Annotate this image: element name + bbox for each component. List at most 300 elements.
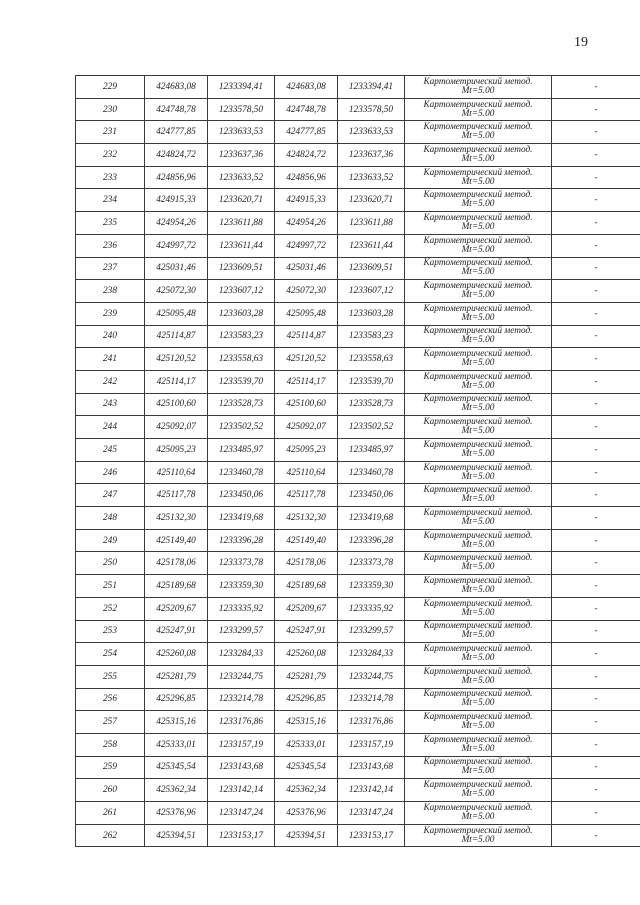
method-name: Картометрический метод.	[423, 281, 533, 292]
point-number-cell: 231	[76, 121, 145, 144]
y-existing-cell: 1233142,14	[208, 779, 275, 802]
x-existing-cell: 425296,85	[145, 688, 208, 711]
x-new-cell: 425394,51	[275, 824, 338, 847]
page-number: 19	[574, 35, 588, 50]
x-existing-cell: 425072,30	[145, 280, 208, 303]
point-number-cell: 253	[76, 620, 145, 643]
description-cell: -	[552, 121, 640, 144]
description-cell: -	[552, 711, 640, 734]
method-accuracy: Mt=5.00	[461, 448, 495, 459]
point-number-cell: 238	[76, 280, 145, 303]
x-existing-cell: 425117,78	[145, 484, 208, 507]
method-accuracy: Mt=5.00	[461, 131, 495, 142]
y-new-cell: 1233620,71	[338, 189, 405, 212]
method-accuracy: Mt=5.00	[461, 516, 495, 527]
y-new-cell: 1233284,33	[338, 643, 405, 666]
table-row	[76, 665, 640, 688]
y-existing-cell: 1233611,88	[208, 212, 275, 235]
y-new-cell: 1233485,97	[338, 439, 405, 462]
y-new-cell: 1233633,53	[338, 121, 405, 144]
table-row	[76, 824, 640, 847]
description-cell: -	[552, 824, 640, 847]
table-row	[76, 234, 640, 257]
method-name: Картометрический метод.	[423, 349, 533, 360]
y-existing-cell: 1233396,28	[208, 529, 275, 552]
x-new-cell: 425345,54	[275, 756, 338, 779]
method-cell	[405, 325, 552, 348]
description-cell: -	[552, 370, 640, 393]
point-number-cell: 239	[76, 302, 145, 325]
point-number-cell: 260	[76, 779, 145, 802]
description-cell: -	[552, 507, 640, 530]
x-new-cell: 425114,17	[275, 370, 338, 393]
method-cell	[405, 824, 552, 847]
x-existing-cell: 424824,72	[145, 144, 208, 167]
method-cell	[405, 257, 552, 280]
x-new-cell: 425110,64	[275, 461, 338, 484]
x-existing-cell: 425120,52	[145, 348, 208, 371]
description-cell: -	[552, 733, 640, 756]
method-name: Картометрический метод.	[423, 144, 533, 155]
y-new-cell: 1233214,78	[338, 688, 405, 711]
y-new-cell: 1233157,19	[338, 733, 405, 756]
method-cell	[405, 484, 552, 507]
table-row	[76, 212, 640, 235]
table-row	[76, 144, 640, 167]
table-row	[76, 98, 640, 121]
table-row	[76, 711, 640, 734]
method-cell	[405, 779, 552, 802]
x-existing-cell: 425209,67	[145, 597, 208, 620]
x-existing-cell: 425281,79	[145, 665, 208, 688]
method-name: Картометрический метод.	[423, 553, 533, 564]
method-name: Картометрический метод.	[423, 235, 533, 246]
description-cell: -	[552, 416, 640, 439]
y-existing-cell: 1233528,73	[208, 393, 275, 416]
y-existing-cell: 1233153,17	[208, 824, 275, 847]
method-name: Картометрический метод.	[423, 598, 533, 609]
description-cell: -	[552, 144, 640, 167]
x-new-cell: 425149,40	[275, 529, 338, 552]
method-accuracy: Mt=5.00	[461, 426, 495, 437]
method-cell	[405, 597, 552, 620]
x-existing-cell: 425247,91	[145, 620, 208, 643]
method-cell	[405, 76, 552, 99]
method-accuracy: Mt=5.00	[461, 743, 495, 754]
y-existing-cell: 1233244,75	[208, 665, 275, 688]
method-name: Картометрический метод.	[423, 712, 533, 723]
method-cell	[405, 643, 552, 666]
method-name: Картометрический метод.	[423, 734, 533, 745]
description-cell: -	[552, 552, 640, 575]
method-accuracy: Mt=5.00	[461, 335, 495, 346]
x-new-cell: 424748,78	[275, 98, 338, 121]
method-name: Картометрический метод.	[423, 76, 533, 87]
y-existing-cell: 1233460,78	[208, 461, 275, 484]
y-new-cell: 1233153,17	[338, 824, 405, 847]
method-name: Картометрический метод.	[423, 190, 533, 201]
x-new-cell: 424915,33	[275, 189, 338, 212]
point-number-cell: 234	[76, 189, 145, 212]
method-accuracy: Mt=5.00	[461, 494, 495, 505]
method-cell	[405, 439, 552, 462]
method-cell	[405, 733, 552, 756]
table-row	[76, 325, 640, 348]
method-name: Картометрический метод.	[423, 825, 533, 836]
description-cell: -	[552, 575, 640, 598]
x-new-cell: 425178,06	[275, 552, 338, 575]
table-row	[76, 302, 640, 325]
point-number-cell: 242	[76, 370, 145, 393]
method-accuracy: Mt=5.00	[461, 653, 495, 664]
method-name: Картометрический метод.	[423, 802, 533, 813]
x-existing-cell: 424748,78	[145, 98, 208, 121]
table-row	[76, 121, 640, 144]
y-existing-cell: 1233214,78	[208, 688, 275, 711]
method-cell	[405, 507, 552, 530]
method-name: Картометрический метод.	[423, 417, 533, 428]
x-existing-cell: 424856,96	[145, 166, 208, 189]
method-accuracy: Mt=5.00	[461, 675, 495, 686]
point-number-cell: 255	[76, 665, 145, 688]
x-new-cell: 425281,79	[275, 665, 338, 688]
method-cell	[405, 552, 552, 575]
method-accuracy: Mt=5.00	[461, 358, 495, 369]
method-name: Картометрический метод.	[423, 757, 533, 768]
coordinates-table-body	[76, 76, 640, 847]
x-new-cell: 425315,16	[275, 711, 338, 734]
method-accuracy: Mt=5.00	[461, 721, 495, 732]
method-cell	[405, 575, 552, 598]
point-number-cell: 262	[76, 824, 145, 847]
table-row	[76, 393, 640, 416]
y-existing-cell: 1233147,24	[208, 802, 275, 825]
method-cell	[405, 665, 552, 688]
method-accuracy: Mt=5.00	[461, 607, 495, 618]
method-cell	[405, 370, 552, 393]
y-existing-cell: 1233394,41	[208, 76, 275, 99]
x-new-cell: 425189,68	[275, 575, 338, 598]
method-cell	[405, 802, 552, 825]
y-new-cell: 1233359,30	[338, 575, 405, 598]
y-new-cell: 1233611,44	[338, 234, 405, 257]
method-accuracy: Mt=5.00	[461, 244, 495, 255]
point-number-cell: 250	[76, 552, 145, 575]
y-existing-cell: 1233637,36	[208, 144, 275, 167]
method-accuracy: Mt=5.00	[461, 584, 495, 595]
point-number-cell: 251	[76, 575, 145, 598]
method-cell	[405, 166, 552, 189]
description-cell: -	[552, 234, 640, 257]
x-existing-cell: 425260,08	[145, 643, 208, 666]
method-name: Картометрический метод.	[423, 621, 533, 632]
method-accuracy: Mt=5.00	[461, 290, 495, 301]
method-cell	[405, 620, 552, 643]
method-name: Картометрический метод.	[423, 689, 533, 700]
method-name: Картометрический метод.	[423, 485, 533, 496]
method-cell	[405, 189, 552, 212]
method-name: Картометрический метод.	[423, 167, 533, 178]
x-new-cell: 425120,52	[275, 348, 338, 371]
y-new-cell: 1233633,52	[338, 166, 405, 189]
y-existing-cell: 1233359,30	[208, 575, 275, 598]
point-number-cell: 244	[76, 416, 145, 439]
y-new-cell: 1233335,92	[338, 597, 405, 620]
y-existing-cell: 1233633,53	[208, 121, 275, 144]
x-new-cell: 425100,60	[275, 393, 338, 416]
method-name: Картометрический метод.	[423, 99, 533, 110]
table-row	[76, 575, 640, 598]
y-existing-cell: 1233620,71	[208, 189, 275, 212]
y-new-cell: 1233373,78	[338, 552, 405, 575]
table-row	[76, 166, 640, 189]
method-cell	[405, 302, 552, 325]
table-row	[76, 620, 640, 643]
table-row	[76, 416, 640, 439]
x-new-cell: 424777,85	[275, 121, 338, 144]
y-existing-cell: 1233539,70	[208, 370, 275, 393]
table-row	[76, 733, 640, 756]
x-new-cell: 424856,96	[275, 166, 338, 189]
y-existing-cell: 1233558,63	[208, 348, 275, 371]
y-existing-cell: 1233143,68	[208, 756, 275, 779]
method-name: Картометрический метод.	[423, 530, 533, 541]
y-new-cell: 1233528,73	[338, 393, 405, 416]
y-new-cell: 1233583,23	[338, 325, 405, 348]
method-name: Картометрический метод.	[423, 371, 533, 382]
y-new-cell: 1233394,41	[338, 76, 405, 99]
method-name: Картометрический метод.	[423, 507, 533, 518]
y-new-cell: 1233603,28	[338, 302, 405, 325]
y-new-cell: 1233143,68	[338, 756, 405, 779]
method-accuracy: Mt=5.00	[461, 811, 495, 822]
y-new-cell: 1233637,36	[338, 144, 405, 167]
method-cell	[405, 393, 552, 416]
description-cell: -	[552, 76, 640, 99]
method-cell	[405, 529, 552, 552]
y-existing-cell: 1233373,78	[208, 552, 275, 575]
method-accuracy: Mt=5.00	[461, 471, 495, 482]
table-row	[76, 597, 640, 620]
method-name: Картометрический метод.	[423, 303, 533, 314]
y-existing-cell: 1233335,92	[208, 597, 275, 620]
y-existing-cell: 1233583,23	[208, 325, 275, 348]
x-new-cell: 424683,08	[275, 76, 338, 99]
point-number-cell: 241	[76, 348, 145, 371]
table-row	[76, 257, 640, 280]
y-existing-cell: 1233284,33	[208, 643, 275, 666]
description-cell: -	[552, 439, 640, 462]
point-number-cell: 254	[76, 643, 145, 666]
point-number-cell: 258	[76, 733, 145, 756]
y-existing-cell: 1233157,19	[208, 733, 275, 756]
method-name: Картометрический метод.	[423, 666, 533, 677]
method-accuracy: Mt=5.00	[461, 834, 495, 845]
x-existing-cell: 424915,33	[145, 189, 208, 212]
method-accuracy: Mt=5.00	[461, 153, 495, 164]
table-row	[76, 779, 640, 802]
method-accuracy: Mt=5.00	[461, 176, 495, 187]
method-name: Картометрический метод.	[423, 326, 533, 337]
description-cell: -	[552, 620, 640, 643]
description-cell: -	[552, 461, 640, 484]
method-cell	[405, 98, 552, 121]
y-existing-cell: 1233419,68	[208, 507, 275, 530]
x-new-cell: 425072,30	[275, 280, 338, 303]
x-new-cell: 425114,87	[275, 325, 338, 348]
y-existing-cell: 1233603,28	[208, 302, 275, 325]
y-existing-cell: 1233609,51	[208, 257, 275, 280]
table-row	[76, 552, 640, 575]
x-existing-cell: 425394,51	[145, 824, 208, 847]
point-number-cell: 246	[76, 461, 145, 484]
x-existing-cell: 425333,01	[145, 733, 208, 756]
x-new-cell: 425362,34	[275, 779, 338, 802]
method-accuracy: Mt=5.00	[461, 199, 495, 210]
table-row	[76, 189, 640, 212]
table-row	[76, 507, 640, 530]
x-existing-cell: 425189,68	[145, 575, 208, 598]
point-number-cell: 261	[76, 802, 145, 825]
y-new-cell: 1233142,14	[338, 779, 405, 802]
y-existing-cell: 1233578,50	[208, 98, 275, 121]
description-cell: -	[552, 802, 640, 825]
y-new-cell: 1233299,57	[338, 620, 405, 643]
method-name: Картометрический метод.	[423, 122, 533, 133]
method-accuracy: Mt=5.00	[461, 789, 495, 800]
x-new-cell: 425132,30	[275, 507, 338, 530]
x-new-cell: 425095,48	[275, 302, 338, 325]
x-existing-cell: 425178,06	[145, 552, 208, 575]
x-existing-cell: 425114,17	[145, 370, 208, 393]
coordinates-table	[75, 75, 640, 847]
method-accuracy: Mt=5.00	[461, 108, 495, 119]
description-cell: -	[552, 484, 640, 507]
description-cell: -	[552, 280, 640, 303]
y-existing-cell: 1233450,06	[208, 484, 275, 507]
table-row	[76, 76, 640, 99]
table-row	[76, 348, 640, 371]
y-new-cell: 1233607,12	[338, 280, 405, 303]
x-existing-cell: 425149,40	[145, 529, 208, 552]
y-existing-cell: 1233633,52	[208, 166, 275, 189]
method-name: Картометрический метод.	[423, 644, 533, 655]
method-cell	[405, 756, 552, 779]
method-accuracy: Mt=5.00	[461, 380, 495, 391]
y-new-cell: 1233396,28	[338, 529, 405, 552]
point-number-cell: 233	[76, 166, 145, 189]
method-cell	[405, 711, 552, 734]
x-new-cell: 425260,08	[275, 643, 338, 666]
point-number-cell: 257	[76, 711, 145, 734]
x-new-cell: 425333,01	[275, 733, 338, 756]
point-number-cell: 245	[76, 439, 145, 462]
x-existing-cell: 425376,96	[145, 802, 208, 825]
point-number-cell: 249	[76, 529, 145, 552]
x-new-cell: 424997,72	[275, 234, 338, 257]
description-cell: -	[552, 779, 640, 802]
table-row	[76, 461, 640, 484]
method-name: Картометрический метод.	[423, 462, 533, 473]
x-new-cell: 425117,78	[275, 484, 338, 507]
x-existing-cell: 424683,08	[145, 76, 208, 99]
table-row	[76, 688, 640, 711]
x-existing-cell: 425362,34	[145, 779, 208, 802]
point-number-cell: 236	[76, 234, 145, 257]
table-row	[76, 280, 640, 303]
description-cell: -	[552, 302, 640, 325]
method-name: Картометрический метод.	[423, 212, 533, 223]
description-cell: -	[552, 348, 640, 371]
table-row	[76, 484, 640, 507]
method-cell	[405, 348, 552, 371]
method-cell	[405, 461, 552, 484]
x-new-cell: 424824,72	[275, 144, 338, 167]
x-new-cell: 425095,23	[275, 439, 338, 462]
x-existing-cell: 425315,16	[145, 711, 208, 734]
description-cell: -	[552, 597, 640, 620]
x-existing-cell: 425132,30	[145, 507, 208, 530]
x-existing-cell: 424997,72	[145, 234, 208, 257]
y-existing-cell: 1233485,97	[208, 439, 275, 462]
method-accuracy: Mt=5.00	[461, 766, 495, 777]
description-cell: -	[552, 325, 640, 348]
description-cell: -	[552, 643, 640, 666]
y-existing-cell: 1233176,86	[208, 711, 275, 734]
method-cell	[405, 234, 552, 257]
method-accuracy: Mt=5.00	[461, 562, 495, 573]
method-accuracy: Mt=5.00	[461, 312, 495, 323]
x-existing-cell: 425110,64	[145, 461, 208, 484]
point-number-cell: 252	[76, 597, 145, 620]
y-existing-cell: 1233607,12	[208, 280, 275, 303]
method-cell	[405, 121, 552, 144]
point-number-cell: 230	[76, 98, 145, 121]
method-accuracy: Mt=5.00	[461, 539, 495, 550]
method-cell	[405, 688, 552, 711]
description-cell: -	[552, 665, 640, 688]
y-existing-cell: 1233611,44	[208, 234, 275, 257]
y-new-cell: 1233147,24	[338, 802, 405, 825]
method-accuracy: Mt=5.00	[461, 221, 495, 232]
x-existing-cell: 425095,23	[145, 439, 208, 462]
y-new-cell: 1233609,51	[338, 257, 405, 280]
y-new-cell: 1233460,78	[338, 461, 405, 484]
method-cell	[405, 144, 552, 167]
point-number-cell: 229	[76, 76, 145, 99]
description-cell: -	[552, 529, 640, 552]
point-number-cell: 240	[76, 325, 145, 348]
y-new-cell: 1233176,86	[338, 711, 405, 734]
x-existing-cell: 425031,46	[145, 257, 208, 280]
x-existing-cell: 425092,07	[145, 416, 208, 439]
point-number-cell: 243	[76, 393, 145, 416]
method-accuracy: Mt=5.00	[461, 267, 495, 278]
method-name: Картометрический метод.	[423, 575, 533, 586]
x-new-cell: 425247,91	[275, 620, 338, 643]
method-cell	[405, 416, 552, 439]
y-new-cell: 1233578,50	[338, 98, 405, 121]
x-new-cell: 425376,96	[275, 802, 338, 825]
table-row	[76, 756, 640, 779]
method-name: Картометрический метод.	[423, 439, 533, 450]
description-cell: -	[552, 756, 640, 779]
y-new-cell: 1233502,52	[338, 416, 405, 439]
description-cell: -	[552, 688, 640, 711]
y-new-cell: 1233558,63	[338, 348, 405, 371]
description-cell: -	[552, 98, 640, 121]
method-accuracy: Mt=5.00	[461, 698, 495, 709]
